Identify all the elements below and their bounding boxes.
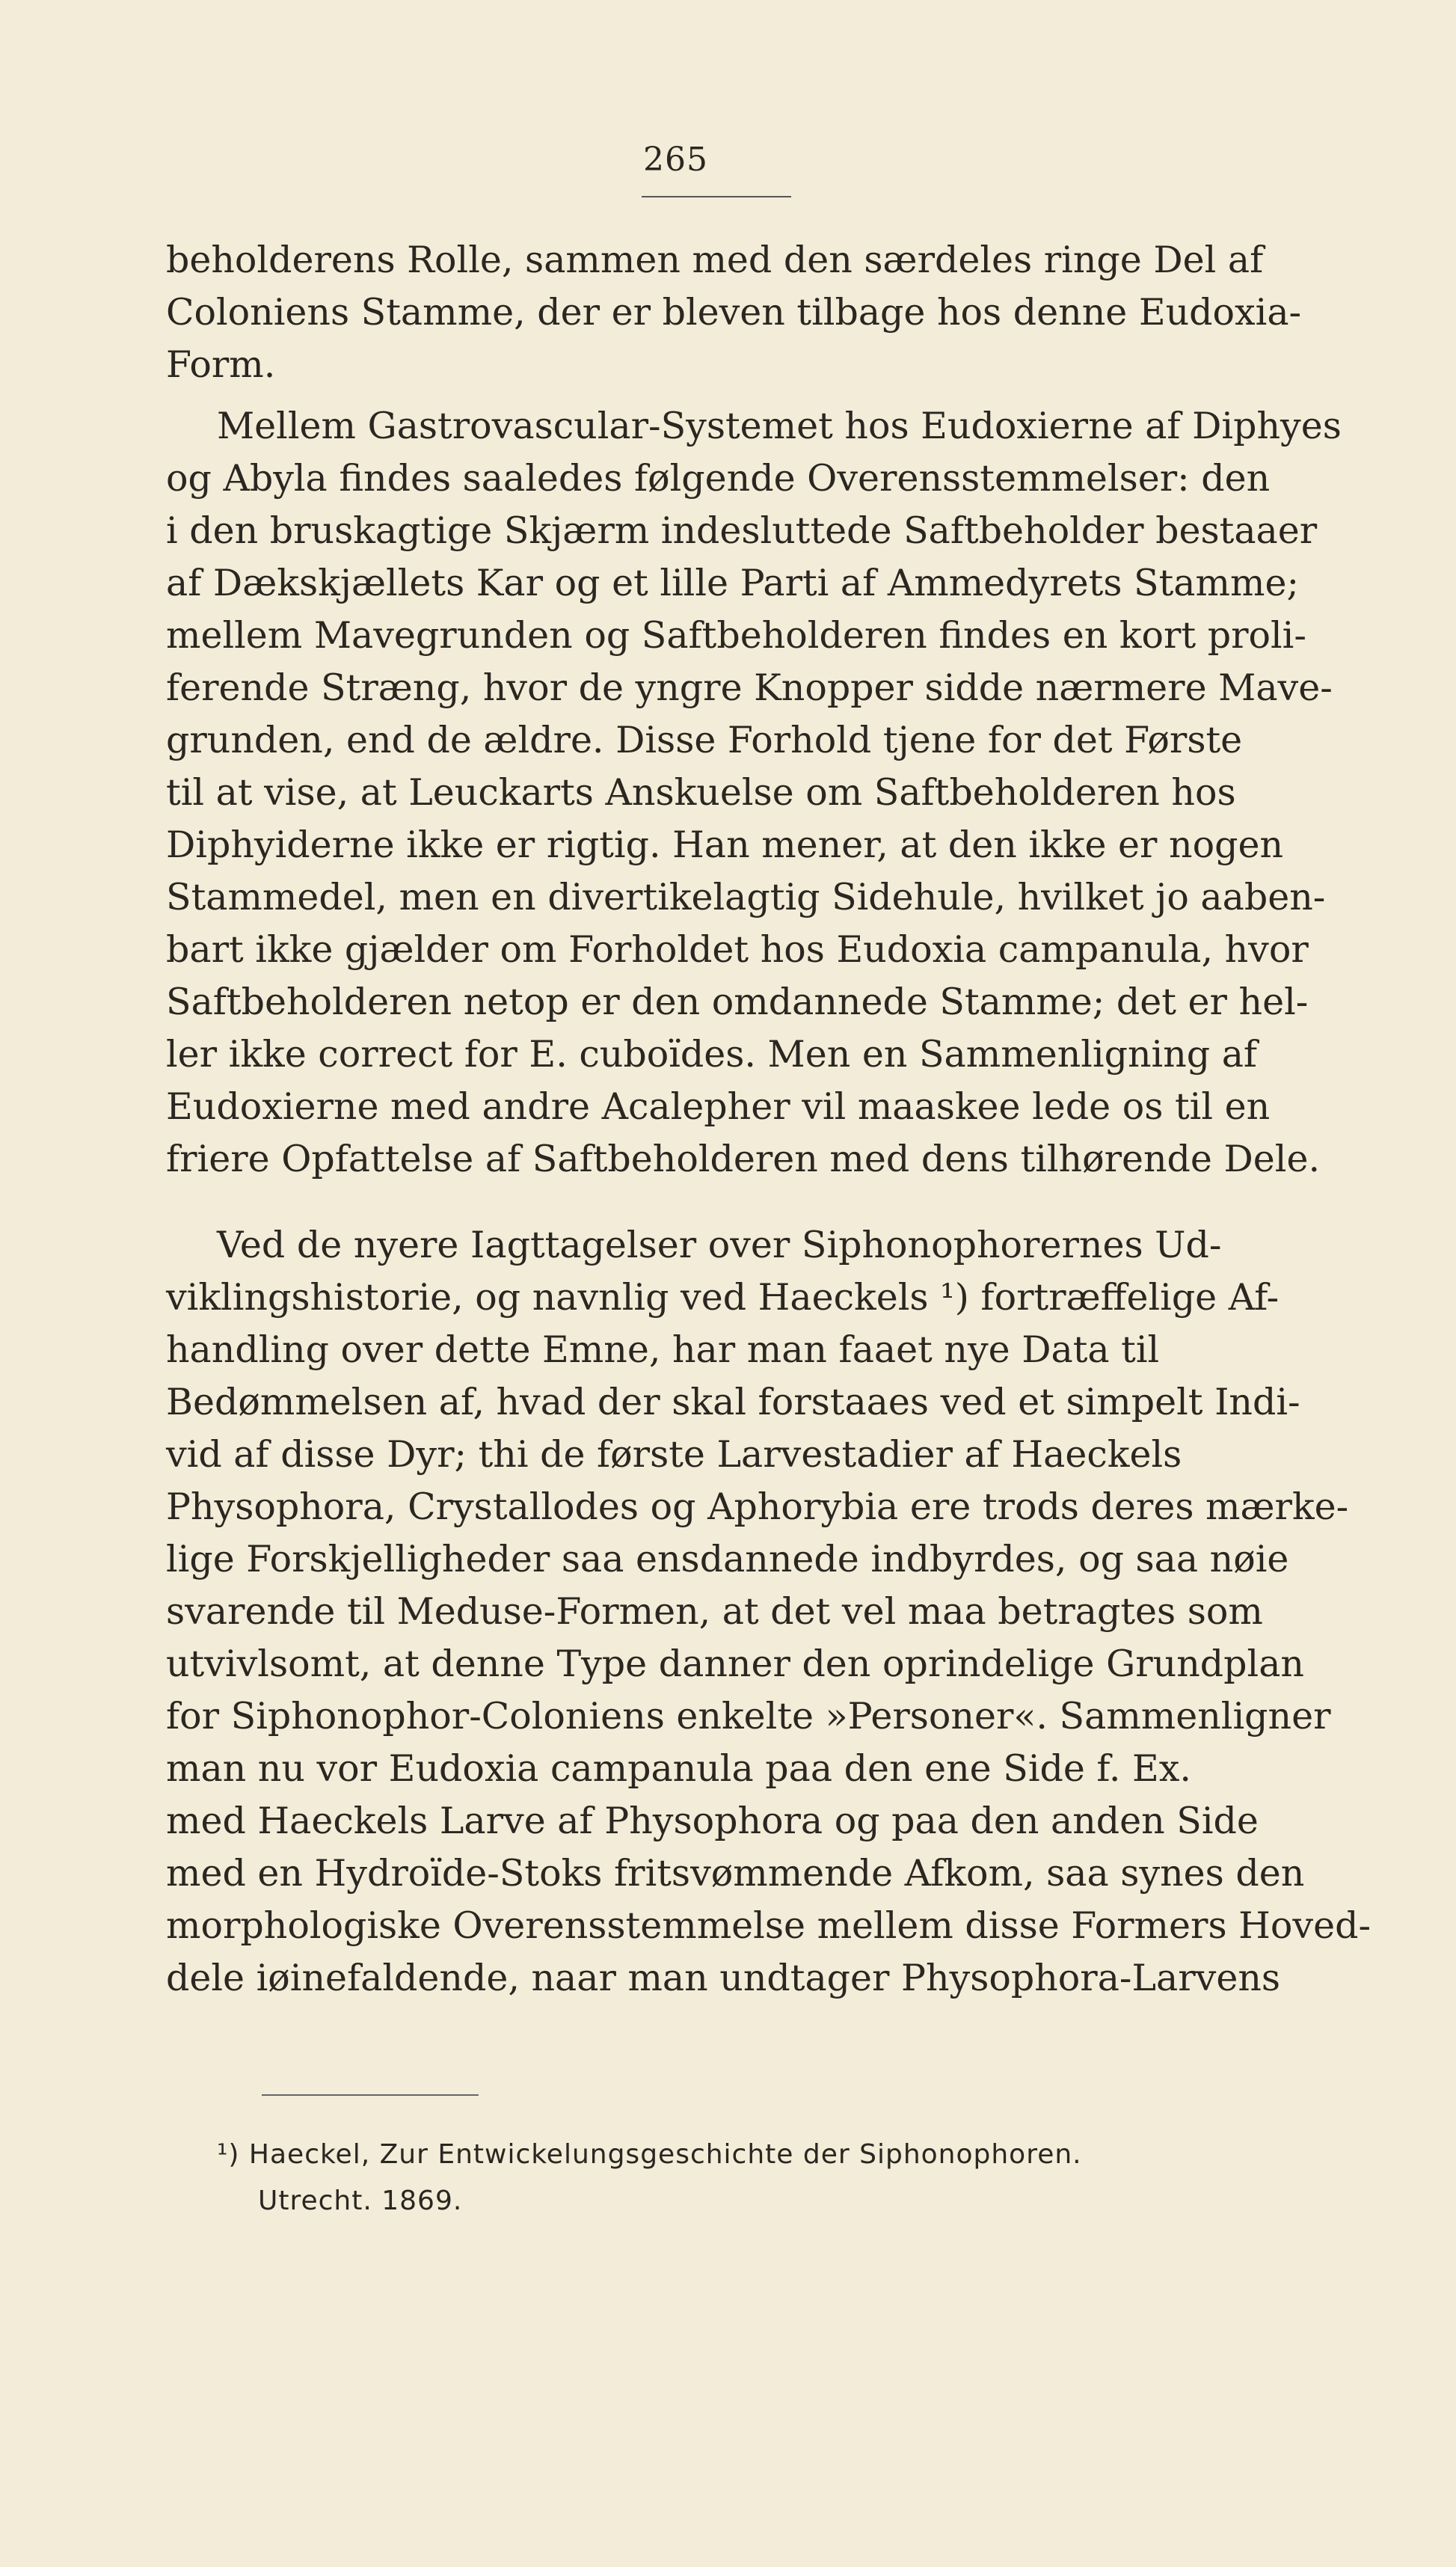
text-line: friere Opfattelse af Saftbeholderen med dens tilhørende Dele.	[166, 1138, 1321, 1180]
text-line: i den bruskagtige Skjærm indesluttede Saftbeholder bestaaer	[166, 509, 1318, 552]
page-number-rule	[642, 196, 791, 197]
text-line: Mellem Gastrovascular-Systemet hos Eudoxierne af Diphyes	[217, 405, 1342, 447]
text-line: vid af disse Dyr; thi de første Larvestadier af Haeckels	[166, 1433, 1182, 1476]
footnote-rule	[262, 2094, 479, 2096]
text-line: Stammedel, men en divertikelagtig Sidehule, hvilket jo aaben-	[166, 876, 1326, 918]
text-line: man nu vor Eudoxia campanula paa den ene Side f. Ex.	[166, 1747, 1191, 1790]
text-line: Physophora, Crystallodes og Aphorybia ere trods deres mærke-	[166, 1485, 1349, 1528]
text-line: utvivlsomt, at denne Type danner den oprindelige Grundplan	[166, 1643, 1304, 1685]
text-line: Diphyiderne ikke er rigtig. Han mener, at den ikke er nogen	[166, 824, 1283, 866]
text-line: dele iøinefaldende, naar man undtager Physophora-Larvens	[166, 1957, 1281, 1999]
text-line: lige Forskjelligheder saa ensdannede indbyrdes, og saa nøie	[166, 1538, 1289, 1580]
footnote-line: Utrecht. 1869.	[258, 2186, 463, 2216]
text-line: med Haeckels Larve af Physophora og paa den anden Side	[166, 1800, 1259, 1842]
text-line: Ved de nyere Iagttagelser over Siphonophorernes Ud-	[217, 1224, 1222, 1266]
text-line: Form.	[166, 343, 276, 386]
text-line: med en Hydroïde-Stoks fritsvømmende Afkom, saa synes den	[166, 1852, 1305, 1895]
footnote-line: ¹) Haeckel, Zur Entwickelungsgeschichte der Siphonophoren.	[217, 2139, 1082, 2170]
text-line: mellem Mavegrunden og Saftbeholderen findes en kort proli-	[166, 614, 1306, 657]
text-line: handling over dette Emne, har man faaet nye Data til	[166, 1328, 1160, 1371]
text-line: ler ikke correct for E. cuboïdes. Men en Sammenligning af	[166, 1033, 1258, 1076]
text-line: svarende til Meduse-Formen, at det vel maa betragtes som	[166, 1590, 1263, 1633]
text-line: beholderens Rolle, sammen med den særdeles ringe Del af	[166, 239, 1264, 281]
text-line: Bedømmelsen af, hvad der skal forstaaes ved et simpelt Indi-	[166, 1381, 1300, 1423]
page-number: 265	[643, 141, 708, 179]
text-line: Eudoxierne med andre Acalepher vil maaskee lede os til en	[166, 1085, 1271, 1128]
text-line: ferende Stræng, hvor de yngre Knopper sidde nærmere Mave-	[166, 666, 1333, 709]
text-line: til at vise, at Leuckarts Anskuelse om Saftbeholderen hos	[166, 771, 1236, 814]
text-line: for Siphonophor-Coloniens enkelte »Personer«. Sammenligner	[166, 1695, 1331, 1738]
text-line: Coloniens Stamme, der er bleven tilbage hos denne Eudoxia-	[166, 291, 1302, 334]
text-line: af Dækskjællets Kar og et lille Parti af Ammedyrets Stamme;	[166, 562, 1299, 604]
text-line: morphologiske Overensstemmelse mellem disse Formers Hoved-	[166, 1904, 1371, 1947]
text-line: Saftbeholderen netop er den omdannede Stamme; det er hel-	[166, 981, 1309, 1023]
text-line: og Abyla findes saaledes følgende Overensstemmelser: den	[166, 457, 1271, 500]
text-line: bart ikke gjælder om Forholdet hos Eudoxia campanula, hvor	[166, 928, 1309, 971]
text-line: viklingshistorie, og navnlig ved Haeckels ¹) fortræffelige Af-	[166, 1276, 1280, 1319]
text-line: grunden, end de ældre. Disse Forhold tjene for det Første	[166, 719, 1243, 761]
